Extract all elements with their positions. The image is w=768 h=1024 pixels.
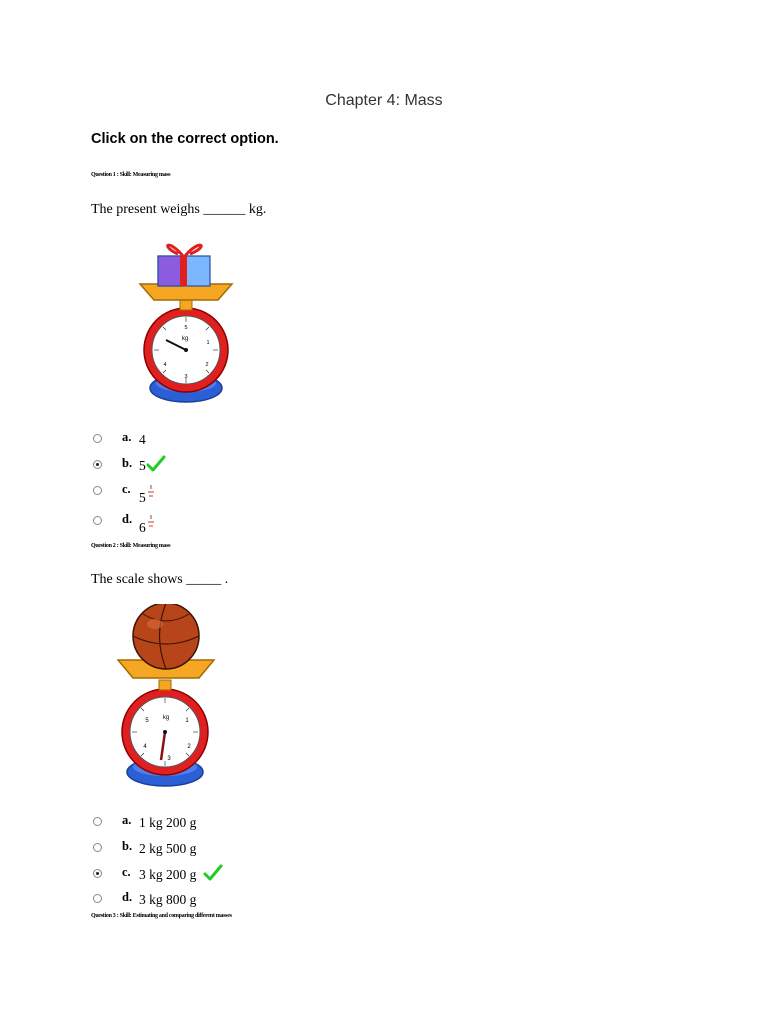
option-value: 3 kg 800 g: [139, 892, 197, 907]
dial-1-unit: kg: [181, 336, 189, 342]
option-letter: c.: [122, 482, 131, 496]
question-1-header: Question 1 : Skill: Measuring mass: [91, 172, 171, 178]
option-letter: b.: [122, 456, 133, 470]
fraction-icon: [147, 483, 155, 499]
option-value: 5: [139, 458, 146, 473]
checkmark-icon: [146, 455, 166, 473]
radio-button[interactable]: [93, 486, 102, 495]
dial-1-label-4: 4: [163, 362, 167, 368]
present-on-scale-image: [138, 236, 234, 408]
dial-2-label-2: 2: [187, 744, 191, 750]
option-letter: a.: [122, 813, 132, 827]
question-2-text: The scale shows _____ .: [91, 572, 229, 587]
option-value: 3 kg 200 g: [139, 867, 197, 882]
dial-1-label-2: 2: [205, 362, 209, 368]
q2-option-b[interactable]: [93, 839, 393, 859]
option-letter: d.: [122, 512, 133, 526]
q1-option-a[interactable]: [93, 430, 393, 450]
fraction-icon: [147, 513, 155, 529]
q2-option-a[interactable]: [93, 813, 393, 833]
dial-2-label-1: 1: [185, 718, 189, 724]
option-value: 6: [139, 520, 146, 535]
radio-button[interactable]: [93, 434, 102, 443]
q2-option-d[interactable]: [93, 890, 393, 910]
option-letter: d.: [122, 890, 133, 904]
question-1-text: The present weighs ______ kg.: [91, 202, 267, 217]
question-2-header: Question 2 : Skill: Measuring mass: [91, 543, 171, 549]
radio-button[interactable]: [93, 894, 102, 903]
q1-option-c[interactable]: [93, 482, 393, 505]
dial-2-label-5: 5: [145, 718, 149, 724]
ball-on-scale-image: [117, 604, 217, 790]
dial-1-label-1: 1: [206, 340, 210, 346]
dial-2-label-4: 4: [143, 744, 147, 750]
checkmark-icon: [203, 864, 223, 882]
page-title: Chapter 4: Mass: [325, 92, 443, 109]
instruction-text: Click on the correct option.: [91, 131, 279, 147]
option-value: 2 kg 500 g: [139, 841, 197, 856]
option-value: 4: [139, 432, 146, 447]
radio-button-selected[interactable]: [93, 460, 102, 469]
radio-button[interactable]: [93, 516, 102, 525]
q2-option-c[interactable]: [93, 865, 393, 885]
option-value: 1 kg 200 g: [139, 815, 197, 830]
option-letter: a.: [122, 430, 132, 444]
dial-2-label-3: 3: [167, 756, 171, 762]
q1-option-b[interactable]: [93, 456, 393, 476]
dial-1-label-5: 5: [184, 325, 188, 331]
option-letter: b.: [122, 839, 133, 853]
radio-button[interactable]: [93, 843, 102, 852]
q1-option-d[interactable]: [93, 512, 393, 535]
radio-button-selected[interactable]: [93, 869, 102, 878]
option-letter: c.: [122, 865, 131, 879]
dial-1-label-3: 3: [184, 374, 188, 380]
question-3-header: Question 3 : Skill: Estimating and comparing different masses: [91, 913, 232, 919]
option-value: 5: [139, 490, 146, 505]
dial-2-unit: kg: [162, 715, 170, 721]
radio-button[interactable]: [93, 817, 102, 826]
